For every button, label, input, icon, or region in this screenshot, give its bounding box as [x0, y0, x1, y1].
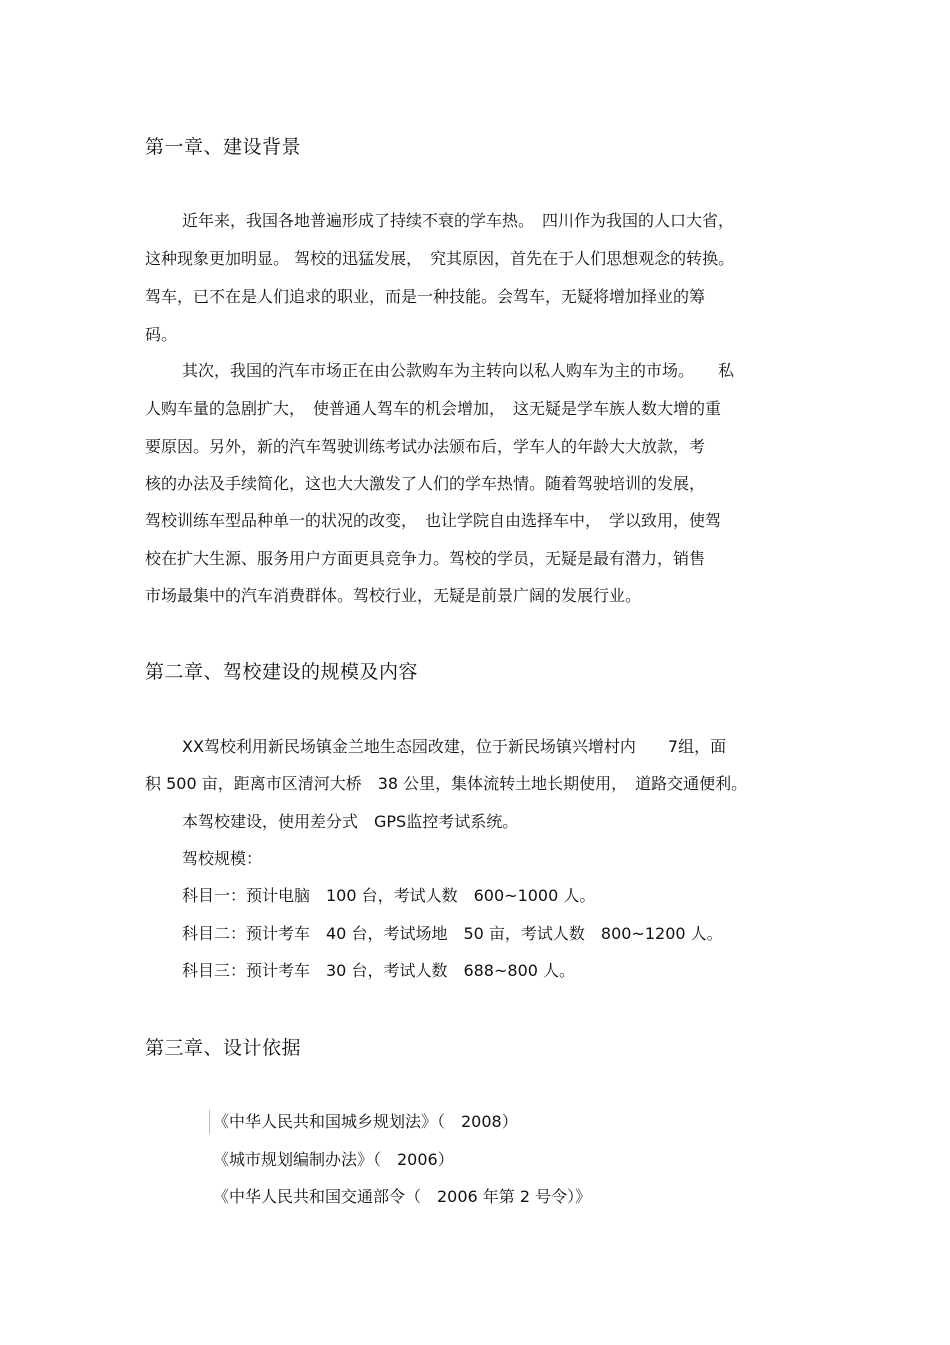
chapter-1-line: 核的办法及手续简化，这也大大激发了人们的学车热情。随着驾驶培训的发展，: [145, 474, 706, 493]
chapter-2-heading: 第二章、驾校建设的规模及内容: [145, 661, 419, 683]
chapter-1-line: 驾校训练车型品种单一的状况的改变， 也让学院自由选择车中， 学以致用，使驾: [145, 511, 722, 530]
reference-item: 《中华人民共和国交通部令（ 2006 年第 2 号令）》: [213, 1187, 592, 1206]
chapter-1-line: 这种现象更加明显。 驾校的迅猛发展， 究其原因，首先在于人们思想观念的转换。: [145, 249, 735, 268]
cursor-mark: [209, 1110, 210, 1134]
reference-item: 《城市规划编制办法》（ 2006）: [213, 1150, 454, 1169]
chapter-1-heading: 第一章、建设背景: [145, 136, 302, 158]
chapter-1-line: 校在扩大生源、服务用户方面更具竞争力。驾校的学员，无疑是最有潜力，销售: [145, 549, 706, 568]
chapter-2-line: 科目二：预计考车 40 台，考试场地 50 亩，考试人数 800~1200 人。: [182, 924, 723, 943]
chapter-3-heading: 第三章、设计依据: [145, 1037, 302, 1059]
chapter-2-line: 驾校规模：: [182, 849, 263, 868]
chapter-1-line: 其次，我国的汽车市场正在由公款购车为主转向以私人购车为主的市场。 私: [182, 361, 735, 380]
chapter-1-line: 市场最集中的汽车消费群体。驾校行业，无疑是前景广阔的发展行业。: [145, 586, 642, 605]
chapter-1-line: 驾车，已不在是人们追求的职业，而是一种技能。会驾车，无疑将增加择业的筹: [145, 287, 706, 306]
chapter-2-line: 科目一：预计电脑 100 台，考试人数 600~1000 人。: [182, 886, 596, 905]
chapter-1-line: 要原因。另外，新的汽车驾驶训练考试办法颁布后，学车人的年龄大大放款，考: [145, 437, 706, 456]
chapter-1-line: 人购车量的急剧扩大， 使普通人驾车的机会增加， 这无疑是学车族人数大增的重: [145, 399, 722, 418]
chapter-1-line: 近年来，我国各地普遍形成了持续不衰的学车热。 四川作为我国的人口大省，: [182, 211, 735, 230]
reference-item: 《中华人民共和国城乡规划法》（ 2008）: [213, 1112, 518, 1131]
chapter-1-line: 码。: [145, 325, 178, 344]
chapter-2-line: 科目三：预计考车 30 台，考试人数 688~800 人。: [182, 961, 576, 980]
chapter-2-line: 本驾校建设，使用差分式 GPS监控考试系统。: [182, 812, 519, 831]
chapter-2-line: 积 500 亩，距离市区清河大桥 38 公里，集体流转土地长期使用， 道路交通便利。: [145, 774, 748, 793]
chapter-2-line: XX驾校利用新民场镇金兰地生态园改建，位于新民场镇兴增村内 7组，面: [182, 737, 727, 756]
